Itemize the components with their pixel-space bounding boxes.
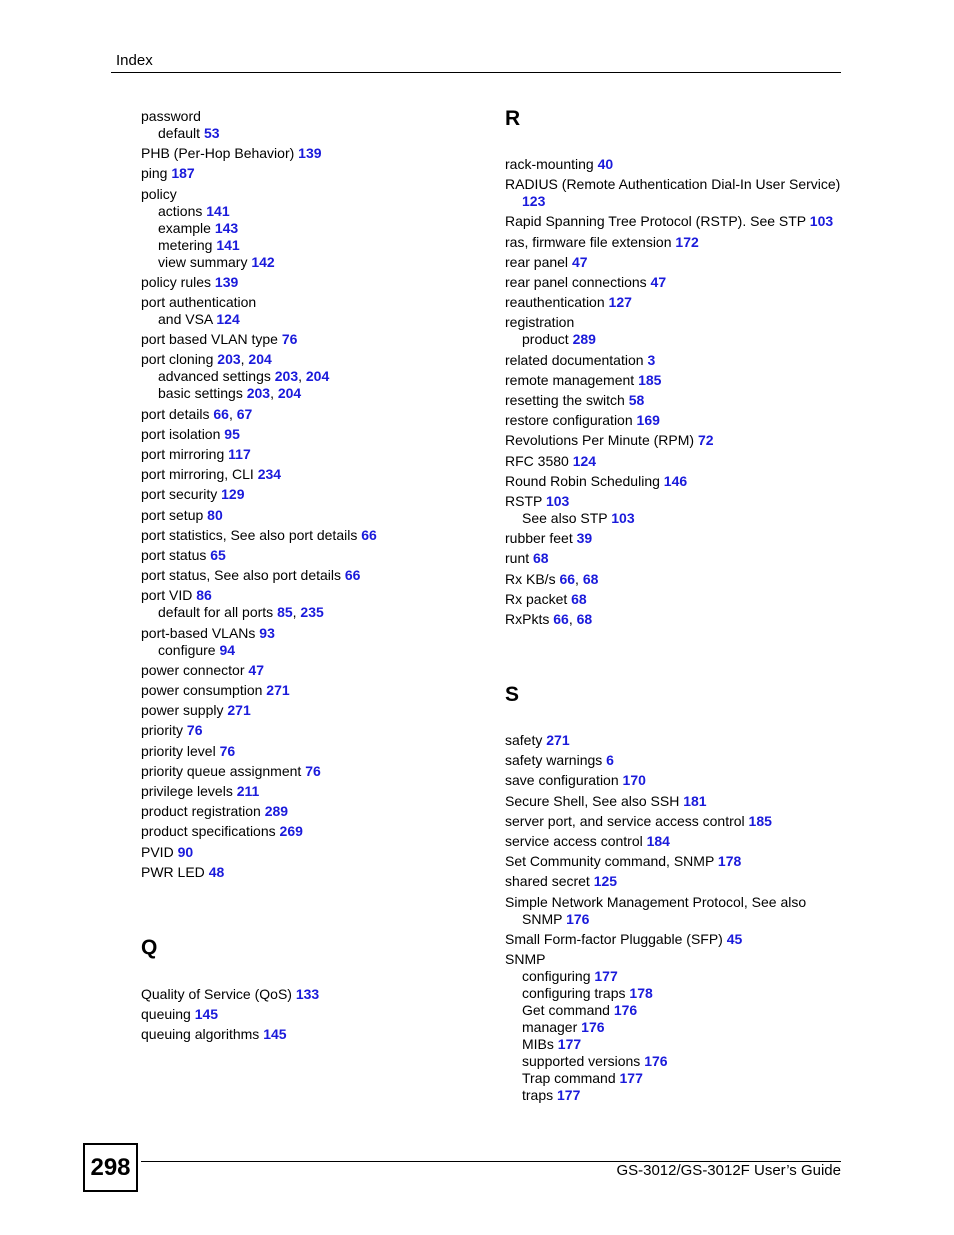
page-link[interactable]: 184 [646, 833, 670, 849]
page-link[interactable]: 177 [619, 1070, 643, 1086]
page-link[interactable]: 66 [213, 405, 229, 422]
index-term: password [141, 108, 201, 124]
page-link[interactable]: 127 [608, 294, 632, 311]
page-link[interactable]: 47 [248, 661, 264, 678]
index-term: power consumption [141, 682, 263, 698]
index-subentry [522, 193, 545, 210]
index-subentry [158, 642, 235, 659]
index-subentry: default for all ports 85, 235 [158, 604, 324, 621]
index-term: RSTP [505, 493, 543, 509]
page-link[interactable]: 68 [576, 611, 593, 627]
index-term: Small Form-factor Pluggable (SFP) [505, 930, 723, 947]
page-link[interactable]: 271 [546, 732, 570, 748]
index-term: RxPkts [505, 611, 550, 627]
index-entry [141, 507, 223, 524]
index-term: product [522, 331, 569, 348]
index-term: Simple Network Management Protocol, See also [505, 893, 807, 910]
page-link[interactable]: 185 [748, 812, 772, 829]
page-link[interactable]: 3 [647, 351, 656, 368]
page-link[interactable]: 143 [214, 219, 239, 236]
index-entry [505, 550, 549, 567]
index-entry [505, 853, 741, 870]
index-subentry [522, 331, 596, 348]
index-entry [141, 145, 322, 162]
index-entry [505, 813, 772, 830]
page-link[interactable]: 178 [717, 853, 742, 870]
index-term: port VID [141, 587, 193, 604]
index-term: port-based VLANs [141, 624, 256, 641]
index-term: Rx packet [505, 590, 568, 607]
page-link[interactable]: 85 [277, 604, 293, 621]
index-entry [141, 722, 202, 739]
index-term: product registration [141, 803, 261, 820]
index-entry [505, 372, 661, 389]
index-term: safety warnings [505, 752, 603, 769]
page-link[interactable]: 204 [305, 368, 330, 385]
index-term: power supply [141, 702, 224, 719]
index-subentry [522, 1036, 581, 1053]
index-term: Get command [522, 1002, 610, 1018]
page-link[interactable]: 271 [266, 682, 290, 698]
index-entry [505, 833, 670, 850]
page-link[interactable]: 125 [593, 873, 618, 890]
index-entry [141, 823, 303, 840]
index-entry [141, 587, 212, 604]
index-term: default for all ports [158, 604, 274, 621]
index-term: ping [141, 165, 168, 182]
index-entry [505, 432, 714, 449]
page-link[interactable]: 204 [248, 351, 272, 368]
index-term: port mirroring [141, 446, 225, 462]
index-subentry [522, 1019, 605, 1036]
index-entry [141, 743, 235, 760]
index-term: product specifications [141, 823, 276, 840]
page-link[interactable]: 66 [344, 567, 361, 584]
index-subentry: advanced settings 203, 204 [158, 368, 330, 385]
index-term: port cloning [141, 351, 214, 368]
index-term: RADIUS (Remote Authentication Dial-In User Service) [505, 176, 841, 193]
page-link[interactable]: 93 [259, 624, 275, 641]
page-link[interactable]: 203 [246, 385, 271, 402]
index-term: port status [141, 547, 207, 563]
page-link[interactable]: 53 [203, 125, 220, 141]
page-link[interactable]: 289 [572, 331, 596, 348]
page-link[interactable]: 176 [581, 1019, 605, 1035]
index-entry [141, 426, 240, 443]
index-subentry [522, 911, 589, 928]
index-term: reauthentication [505, 294, 605, 311]
index-term: configuring traps [522, 985, 626, 1001]
index-term: shared secret [505, 873, 590, 890]
page-link[interactable]: 269 [279, 823, 303, 840]
page-link[interactable]: 117 [228, 446, 251, 462]
page-link[interactable]: 103 [545, 493, 570, 509]
page-link[interactable]: 211 [236, 783, 260, 799]
page-link[interactable]: 48 [208, 863, 225, 880]
index-subentry [522, 1002, 637, 1019]
page-link[interactable]: 103 [611, 510, 635, 526]
index-term: PVID [141, 843, 174, 860]
index-term: runt [505, 550, 530, 567]
index-term: priority level [141, 742, 216, 759]
page-link[interactable]: 90 [177, 843, 194, 860]
index-term: server port, and service access control [505, 812, 745, 829]
index-term: service access control [505, 833, 643, 849]
page-link[interactable]: 177 [594, 968, 618, 984]
index-entry [141, 864, 224, 881]
index-entry [141, 682, 290, 699]
page-link[interactable]: 177 [557, 1087, 581, 1103]
index-entry [505, 772, 646, 789]
index-term: privilege levels [141, 783, 233, 799]
index-entry: port cloning 203, 204 [141, 351, 272, 368]
page-link[interactable]: 289 [264, 803, 289, 820]
index-term: power connector [141, 661, 245, 678]
index-entry [505, 591, 587, 608]
index-term: and VSA [158, 311, 213, 327]
index-subentry [158, 220, 238, 237]
index-term: port mirroring, CLI [141, 466, 254, 483]
index-term: resetting the switch [505, 392, 625, 408]
index-term: rear panel connections [505, 274, 647, 290]
index-term: safety [505, 732, 543, 748]
index-entry [141, 1026, 287, 1043]
index-term: actions [158, 202, 203, 219]
index-term: traps [522, 1087, 554, 1103]
index-term: view summary [158, 253, 248, 270]
index-subentry [522, 510, 635, 527]
page-link[interactable]: 139 [298, 145, 322, 162]
index-term: MIBs [522, 1036, 554, 1052]
page-link[interactable]: 145 [194, 1006, 219, 1023]
index-subentry [158, 237, 240, 254]
index-entry [141, 783, 259, 800]
page-link[interactable]: 141 [206, 202, 230, 219]
index-term: Rapid Spanning Tree Protocol (RSTP). See STP [505, 213, 806, 230]
page-link[interactable]: 169 [636, 412, 660, 429]
page-link[interactable]: 68 [571, 590, 587, 607]
index-subentry: basic settings 203, 204 [158, 385, 302, 402]
page-link[interactable]: 145 [263, 1026, 287, 1043]
page-link[interactable]: 187 [171, 165, 195, 182]
index-term: priority [141, 722, 184, 739]
page-link[interactable]: 76 [305, 762, 321, 779]
index-term: port status, See also port details [141, 567, 341, 584]
index-entry [141, 567, 360, 584]
index-term: supported versions [522, 1053, 641, 1069]
index-entry: Rx KB/s 66, 68 [505, 570, 599, 587]
page-link[interactable]: 68 [533, 550, 549, 567]
page-link[interactable]: 139 [214, 273, 239, 290]
page-link[interactable]: 185 [638, 371, 662, 388]
index-entry [505, 412, 660, 429]
index-entry [505, 213, 833, 230]
index-term: example [158, 219, 211, 236]
index-entry [505, 274, 666, 291]
page-link[interactable]: 94 [219, 641, 236, 658]
index-entry [505, 234, 699, 251]
page-link[interactable]: 172 [675, 233, 699, 250]
page-link[interactable]: 76 [281, 331, 298, 348]
index-subentry [522, 1053, 668, 1070]
page-link[interactable]: 40 [597, 156, 614, 172]
page-link[interactable]: 103 [809, 213, 834, 230]
page-link[interactable]: 129 [221, 486, 245, 503]
index-term: basic settings [158, 385, 243, 402]
index-term: port authentication [141, 294, 257, 310]
index-term: registration [505, 314, 575, 331]
index-subentry [158, 254, 275, 271]
index-subentry [522, 985, 653, 1002]
page-link[interactable]: 66 [361, 526, 377, 543]
index-entry [505, 931, 742, 948]
index-subentry [158, 125, 220, 142]
index-entry [141, 547, 226, 564]
page-link[interactable]: 6 [606, 752, 614, 769]
index-entry [141, 763, 321, 780]
page-link[interactable]: 271 [227, 702, 251, 719]
page-link[interactable]: 66 [553, 611, 569, 627]
index-entry [505, 530, 592, 547]
page-link[interactable]: 142 [251, 253, 275, 270]
index-entry [505, 254, 588, 271]
page-link[interactable]: 178 [629, 985, 653, 1001]
index-entry [141, 844, 193, 861]
index-entry [141, 803, 288, 820]
index-term: policy [141, 185, 177, 202]
index-term: ras, firmware file extension [505, 233, 672, 250]
index-term: RFC 3580 [505, 452, 569, 469]
page-link[interactable]: 76 [186, 722, 203, 739]
page-link[interactable]: 65 [210, 547, 226, 563]
page-header-title: Index [116, 52, 153, 69]
index-entry [141, 466, 281, 483]
index-entry [141, 986, 319, 1003]
index-entry [505, 873, 617, 890]
page-link[interactable]: 124 [572, 452, 597, 469]
index-term: queuing [141, 1006, 191, 1023]
page-link[interactable]: 68 [582, 570, 599, 587]
index-entry [505, 473, 687, 490]
index-term: default [158, 125, 201, 141]
section-letter: R [505, 107, 521, 130]
index-entry [141, 527, 377, 544]
index-term: Set Community command, SNMP [505, 853, 715, 870]
page-link[interactable]: 123 [522, 193, 546, 210]
index-subentry [522, 1087, 580, 1104]
page-number: 298 [83, 1143, 138, 1192]
index-term: configure [158, 641, 216, 658]
index-entry [141, 1006, 218, 1023]
page-link[interactable]: 204 [277, 385, 302, 402]
page-link[interactable]: 170 [622, 772, 646, 789]
index-term: port statistics, See also port details [141, 526, 358, 543]
page-link[interactable]: 141 [216, 236, 240, 253]
index-entry [505, 894, 806, 911]
page-link[interactable]: 86 [196, 587, 212, 604]
index-term: port details [141, 405, 210, 422]
index-entry [141, 294, 256, 311]
index-term: remote management [505, 371, 635, 388]
index-term: Round Robin Scheduling [505, 472, 660, 489]
page-link[interactable]: 124 [216, 311, 240, 327]
index-entry [141, 274, 238, 291]
index-entry [141, 186, 177, 203]
index-entry [505, 314, 574, 331]
page-link[interactable]: 47 [650, 274, 667, 290]
index-entry [141, 662, 264, 679]
index-entry [505, 453, 596, 470]
page-link[interactable]: 203 [274, 368, 299, 385]
page-link[interactable]: 67 [236, 405, 253, 422]
index-entry [141, 486, 245, 503]
index-term: rack-mounting [505, 156, 594, 172]
index-term: PHB (Per-Hop Behavior) [141, 145, 295, 162]
index-subentry [522, 968, 618, 985]
index-term: rubber feet [505, 530, 573, 547]
index-entry [505, 352, 655, 369]
header-rule [111, 72, 841, 73]
index-term: metering [158, 236, 213, 253]
index-subentry [158, 203, 230, 220]
page-link[interactable]: 146 [663, 472, 688, 489]
index-term: Trap command [522, 1070, 616, 1086]
index-entry [505, 793, 707, 810]
index-term: port setup [141, 506, 204, 523]
page-link[interactable]: 176 [644, 1053, 668, 1069]
page-link[interactable]: 58 [628, 392, 645, 408]
page-link[interactable]: 235 [300, 604, 324, 621]
index-term: restore configuration [505, 412, 633, 429]
index-subentry [158, 311, 240, 328]
index-entry: RxPkts 66, 68 [505, 611, 593, 627]
page-link[interactable]: 181 [683, 792, 707, 809]
index-term: port based VLAN type [141, 331, 278, 348]
index-term: advanced settings [158, 368, 271, 385]
page-link[interactable]: 39 [576, 530, 593, 547]
index-term: Secure Shell, See also SSH [505, 792, 680, 809]
page-link[interactable]: 66 [559, 570, 576, 587]
index-entry [141, 446, 251, 463]
index-entry [141, 331, 297, 348]
index-term: save configuration [505, 772, 619, 789]
index-term: Rx KB/s [505, 570, 556, 587]
index-term: rear panel [505, 253, 569, 270]
page-link[interactable]: 203 [217, 351, 241, 368]
index-entry [505, 493, 569, 510]
index-term: policy rules [141, 273, 212, 290]
index-entry [141, 702, 251, 719]
index-term: priority queue assignment [141, 762, 302, 779]
section-letter: S [505, 683, 520, 706]
index-entry [141, 625, 275, 642]
page-link[interactable]: 176 [566, 910, 590, 927]
page-link[interactable]: 176 [613, 1002, 638, 1018]
index-term: configuring [522, 968, 591, 984]
section-letter: Q [141, 936, 158, 959]
index-term: port security [141, 486, 218, 503]
index-entry [141, 108, 201, 125]
index-term: Revolutions Per Minute (RPM) [505, 432, 695, 449]
index-entry [505, 951, 545, 968]
page-link[interactable]: 76 [219, 742, 236, 759]
index-entry [505, 156, 613, 173]
index-entry [505, 392, 644, 409]
page-link[interactable]: 80 [207, 506, 223, 523]
index-entry [505, 294, 632, 311]
index-term: related documentation [505, 351, 644, 368]
index-term: See also STP [522, 510, 608, 526]
index-entry: port details 66, 67 [141, 405, 253, 422]
index-term: PWR LED [141, 863, 205, 880]
page-link[interactable]: 234 [257, 466, 282, 483]
index-term: queuing algorithms [141, 1026, 260, 1043]
index-entry [505, 752, 614, 769]
index-entry [505, 176, 840, 193]
index-entry [505, 732, 570, 749]
page-link[interactable]: 177 [557, 1036, 582, 1052]
index-subentry [522, 1070, 643, 1087]
index-term: Quality of Service (QoS) [141, 986, 292, 1002]
index-term: SNMP [522, 910, 563, 927]
page-link[interactable]: 95 [224, 425, 240, 442]
index-term: SNMP [505, 951, 546, 967]
index-entry [141, 165, 195, 182]
page-link[interactable]: 47 [571, 253, 588, 270]
page-link[interactable]: 72 [697, 432, 714, 449]
index-term: port isolation [141, 425, 221, 442]
guide-title: GS-3012/GS-3012F User’s Guide [616, 1162, 841, 1179]
index-term: manager [522, 1019, 578, 1035]
page-link[interactable]: 133 [295, 986, 320, 1002]
page-link[interactable]: 45 [726, 930, 743, 947]
